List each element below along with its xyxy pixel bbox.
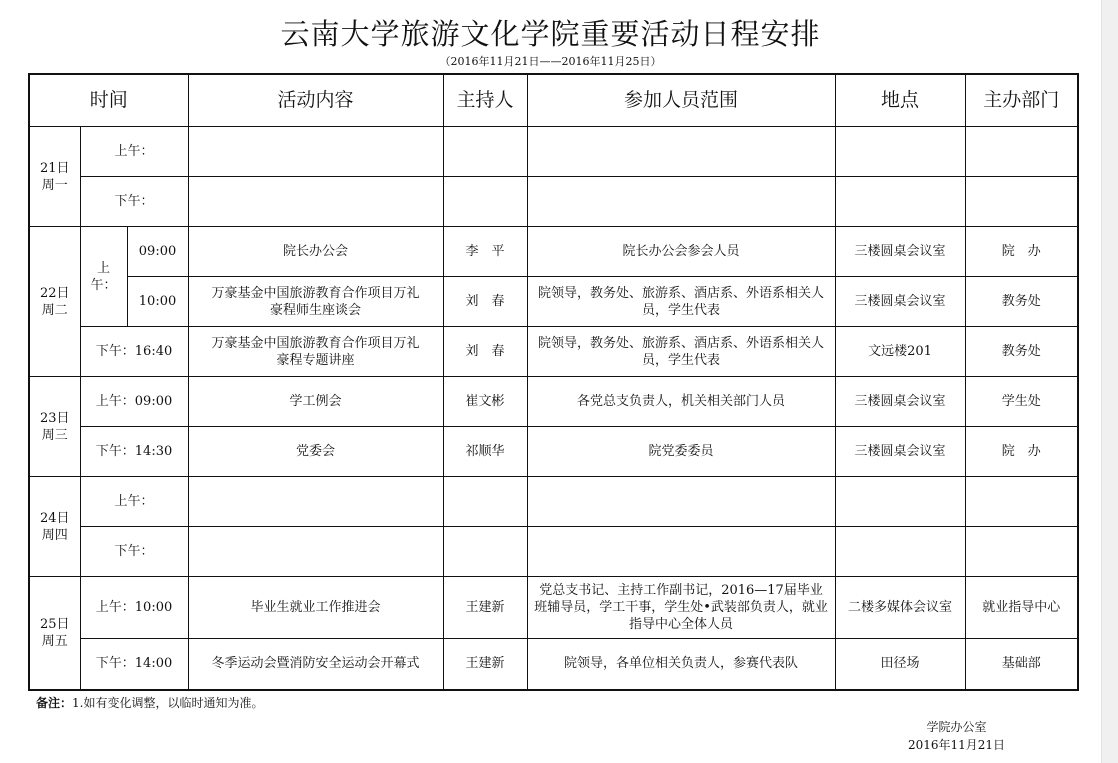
day-weekday: 周四 — [41, 527, 68, 543]
location-cell: 田径场 — [835, 639, 965, 690]
department-cell: 基础部 — [965, 639, 1078, 690]
am-label-cell: 上午： — [80, 227, 127, 327]
table-row — [29, 327, 1078, 377]
time-cell: 上午： — [80, 477, 188, 527]
table-row — [29, 127, 1078, 177]
day-weekday: 周三 — [41, 427, 68, 443]
location-cell: 二楼多媒体会议室 — [835, 577, 965, 639]
day-date: 22日 — [39, 285, 70, 301]
content-cell: 学工例会 — [188, 377, 443, 427]
department-cell: 院 办 — [965, 427, 1078, 477]
host-cell: 李 平 — [443, 227, 527, 277]
document-title: 云南大学旅游文化学院重要活动日程安排 — [280, 17, 821, 51]
host-cell: 刘 春 — [443, 327, 527, 377]
day-cell-23 — [29, 377, 80, 477]
time-cell: 上午： — [80, 127, 188, 177]
participants-cell: 各党总支负责人，机关相关部门人员 — [527, 377, 835, 427]
header-host: 主持人 — [443, 74, 527, 127]
header-row — [29, 74, 1078, 127]
department-cell — [965, 527, 1078, 577]
header-location: 地点 — [835, 74, 965, 127]
host-cell — [443, 527, 527, 577]
content-cell: 冬季运动会暨消防安全运动会开幕式 — [188, 639, 443, 690]
table-row — [29, 477, 1078, 527]
host-cell: 祁顺华 — [443, 427, 527, 477]
participants-cell — [527, 177, 835, 227]
department-cell — [965, 477, 1078, 527]
vertical-scrollbar[interactable] — [1101, 0, 1118, 763]
participants-cell: 院领导，各单位相关负责人，参赛代表队 — [527, 639, 835, 690]
host-cell — [443, 177, 527, 227]
location-cell: 三楼圆桌会议室 — [835, 277, 965, 327]
remark-note — [36, 694, 263, 711]
table-row — [29, 177, 1078, 227]
content-cell — [188, 177, 443, 227]
header-participants: 参加人员范围 — [527, 74, 835, 127]
time-cell: 09:00 — [127, 227, 188, 277]
date-range-subtitle: （2016年11月21日——2016年11月25日） — [439, 55, 662, 68]
table-row — [29, 377, 1078, 427]
content-cell — [188, 477, 443, 527]
department-cell: 就业指导中心 — [965, 577, 1078, 639]
time-cell: 下午：14:00 — [80, 639, 188, 690]
table-row — [29, 577, 1078, 639]
table-row — [29, 227, 1078, 277]
host-cell: 刘 春 — [443, 277, 527, 327]
day-date: 21日 — [39, 160, 70, 176]
content-cell: 万豪基金中国旅游教育合作项目万礼豪程专题讲座 — [188, 327, 443, 377]
content-cell — [188, 527, 443, 577]
day-cell-22 — [29, 227, 80, 377]
participants-cell — [527, 127, 835, 177]
content-cell — [188, 127, 443, 177]
content-cell: 万豪基金中国旅游教育合作项目万礼豪程师生座谈会 — [188, 277, 443, 327]
content-cell: 毕业生就业工作推进会 — [188, 577, 443, 639]
content-cell: 党委会 — [188, 427, 443, 477]
host-cell: 王建新 — [443, 577, 527, 639]
host-cell — [443, 127, 527, 177]
location-cell — [835, 177, 965, 227]
department-cell — [965, 127, 1078, 177]
host-cell — [443, 477, 527, 527]
location-cell — [835, 127, 965, 177]
signature-office: 学院办公室 — [926, 720, 987, 734]
day-weekday: 周五 — [41, 633, 68, 649]
participants-cell: 院领导，教务处、旅游系、酒店系、外语系相关人员，学生代表 — [527, 327, 835, 377]
table-row — [29, 639, 1078, 690]
header-content: 活动内容 — [188, 74, 443, 127]
day-date: 24日 — [39, 510, 70, 526]
participants-cell — [527, 477, 835, 527]
location-cell: 三楼圆桌会议室 — [835, 227, 965, 277]
table-row — [29, 527, 1078, 577]
location-cell: 三楼圆桌会议室 — [835, 377, 965, 427]
time-cell: 下午：16:40 — [80, 327, 188, 377]
remark-text: 1.如有变化调整，以临时通知为准。 — [72, 696, 264, 710]
department-cell — [965, 177, 1078, 227]
time-cell: 上午：10:00 — [80, 577, 188, 639]
table-row — [29, 427, 1078, 477]
host-cell: 崔文彬 — [443, 377, 527, 427]
time-cell: 上午：09:00 — [80, 377, 188, 427]
table-row — [29, 277, 1078, 327]
location-cell — [835, 477, 965, 527]
participants-cell: 院长办公会参会人员 — [527, 227, 835, 277]
day-cell-24 — [29, 477, 80, 577]
time-cell: 下午：14:30 — [80, 427, 188, 477]
day-weekday: 周二 — [41, 302, 68, 318]
day-cell-25 — [29, 577, 80, 690]
department-cell: 教务处 — [965, 327, 1078, 377]
day-weekday: 周一 — [41, 177, 68, 193]
time-cell: 10:00 — [127, 277, 188, 327]
participants-cell: 党总支书记、主持工作副书记，2016—17届毕业班辅导员，学工干事，学生处•武装部负责人，就业指导中心全体人员 — [527, 577, 835, 639]
remark-label: 备注： — [36, 696, 73, 710]
host-cell: 王建新 — [443, 639, 527, 690]
location-cell — [835, 527, 965, 577]
participants-cell: 院领导，教务处、旅游系、酒店系、外语系相关人员，学生代表 — [527, 277, 835, 327]
location-cell: 文远楼201 — [835, 327, 965, 377]
department-cell: 院 办 — [965, 227, 1078, 277]
participants-cell: 院党委委员 — [527, 427, 835, 477]
department-cell: 教务处 — [965, 277, 1078, 327]
time-cell: 下午： — [80, 527, 188, 577]
content-cell: 院长办公会 — [188, 227, 443, 277]
location-cell: 三楼圆桌会议室 — [835, 427, 965, 477]
time-cell: 下午： — [80, 177, 188, 227]
signature-date: 2016年11月21日 — [907, 738, 1006, 752]
header-time: 时间 — [29, 74, 188, 127]
header-department: 主办部门 — [965, 74, 1078, 127]
participants-cell — [527, 527, 835, 577]
day-date: 23日 — [39, 410, 70, 426]
day-cell-21 — [29, 127, 80, 227]
schedule-table — [28, 73, 1079, 691]
department-cell: 学生处 — [965, 377, 1078, 427]
day-date: 25日 — [39, 616, 70, 632]
